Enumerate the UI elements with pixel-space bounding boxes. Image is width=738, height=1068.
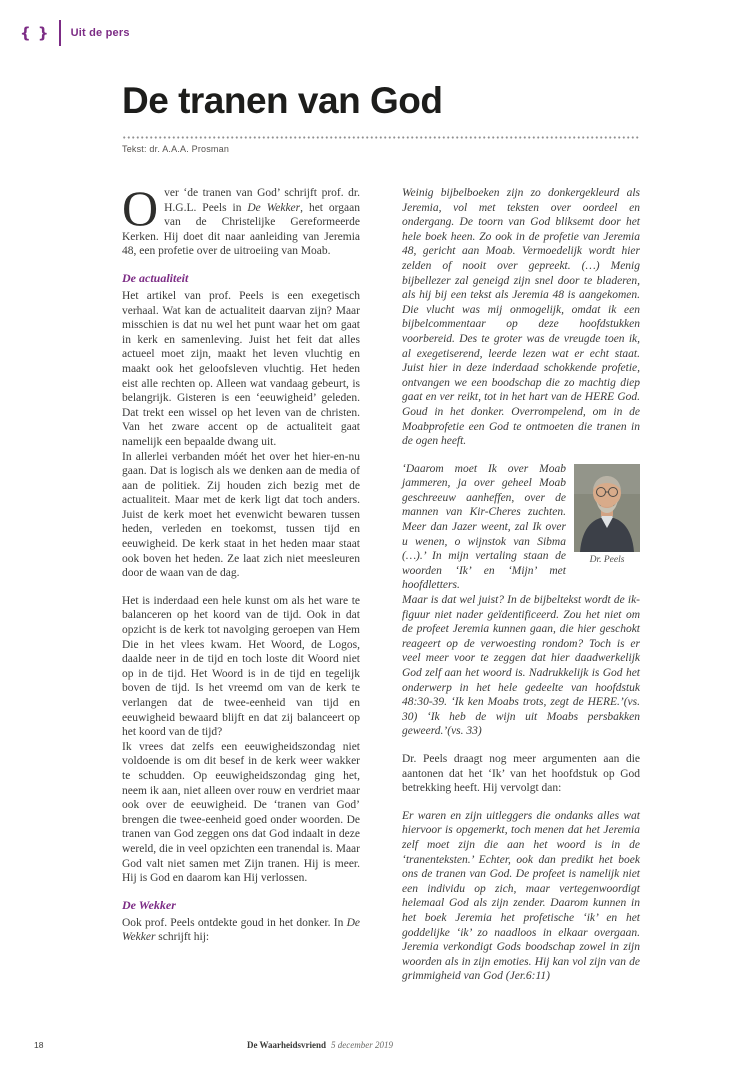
intro-seg2-journal-name: De Wekker: [247, 201, 301, 214]
column-left: [122, 180, 360, 984]
journal-name: De Waarheidsvriend: [246, 1040, 327, 1050]
quote-paragraph: ‘Daarom moet Ik over Moab jammeren, ja over geheel Moab geschreeuw aanheffen, over de mannen van Kir-Cheres zuchten. Meer dan Jazer weent, zal Ik over u wenen, o wijnstok van Sibma (…).’ In mijn vertaling staan de woorden ‘Ik’ en ‘Mijn’ met hoofdletters.: [402, 462, 566, 592]
comment-paragraph: Dr. Peels draagt nog meer argumenten aan die aantonen dat het ‘Ik’ van het hoofdstuk op God betrekking heeft. Hij vervolgt dan:: [402, 752, 640, 795]
paragraph: Het artikel van prof. Peels is een exegetisch verhaal. Wat kan de actualiteit daarvan zijn? Maar misschien is dat nu wel het punt waar het om gaat in kerk en samenleving. Juist het feit dat alles actueel moet zijn, maakt het leven vluchtig en maakt ook het geloofsleven vluchtig. Het heden eist alle rechten op. Alleen wat vandaag gebeurt, is belangrijk. Gisteren is een ‘eeuwigheid’ geleden. Dat trekt een wissel op het leven van de christen. Van het zware accent op de actualiteit gaat namelijk een bepaalde dwang uit.: [122, 289, 360, 448]
subhead-de-actualiteit: De actualiteit: [122, 270, 189, 285]
dr-peels-photo: [574, 464, 640, 552]
paragraph: Het is inderdaad een hele kunst om als het ware te balanceren op het koord van de tijd. Ook in dat opzicht is de kerk tot navolging geroepen van Hem Die in het vlees kwam. Het Woord, de Logos, daalde neer in de tijd en toch loste dit Woord niet op in de tijd. Het Woord is in de tijd en tegelijk boven de tijd. Is het vreemd om van de kerk te verlangen dat de twee-eenheid van tijd en eeuwigheid bewaard blijft en dat zij balanceert op het koord van de tijd?: [122, 594, 360, 739]
closing-seg2-journal-name: De Wekker: [122, 916, 360, 944]
page-number: 18: [34, 1040, 44, 1050]
closing-seg3: schrijft hij:: [155, 931, 210, 944]
intro-paragraph: [122, 180, 360, 259]
photo-caption: Dr. Peels: [589, 554, 625, 565]
page-title: De tranen van God: [122, 80, 443, 121]
byline: Tekst: dr. A.A.A. Prosman: [122, 144, 230, 154]
article-body: [122, 180, 640, 984]
column-right: [402, 186, 640, 984]
paragraph: In allerlei verbanden móét het over het hier-en-nu gaan. Dat is logisch als we denken aan de media of aan de politiek. Zij houden zich bezig met de actualiteit. Maar met de kerk ligt dat toch anders. Juist de kerk moet het evenwicht bewaren tussen heden, verleden en toekomst, tussen tijd en eeuwigheid. De kerk staat in het heden maar staat ook boven het heden. Ze laat zich niet meesleuren door de waan van de dag.: [122, 450, 360, 580]
quote-paragraph: Er waren en zijn uitleggers die ondanks alles wat hiervoor is opgemerkt, toch menen dat het Jeremia zelf moet zijn die aan het woord is in de ‘tranenteksten.’ Echter, ook dan predikt het boek ons de tranen van God. De profeet is namelijk niet een individu op zich, maar vertegenwoordigt helemaal God als zijn zender. Daarom kunnen in het boek Jeremia het profetische ‘ik’ en het goddelijke ‘ik’ zo naadloos in elkaar overgaan. Jeremia verkondigt Gods boodschap zowel in zijn woorden als in zijn emoties. Hij kan vol zijn van de grimmigheid van God (Jer.6:11): [402, 809, 640, 983]
subhead-de-wekker: De Wekker: [122, 897, 176, 912]
section-header: [20, 20, 130, 46]
closing-paragraph: [122, 916, 360, 945]
dotted-rule: [122, 136, 640, 139]
page-footer: [0, 1040, 738, 1054]
intro-seg1: ver ‘de tranen van God’ schrijft prof. dr. H.G.L. Peels in: [164, 187, 360, 214]
header-divider: [59, 20, 61, 46]
intro-seg3: , het orgaan van de Christelijke Gereformeerde Kerken. Hij doet dit naar aanleiding van Jeremia 48, een profetie over de uitroeiing van Moab.: [122, 201, 360, 258]
quote-with-photo: [402, 462, 640, 739]
title-block: [122, 80, 640, 154]
footer-center: [0, 1040, 640, 1050]
closing-seg1: Ook prof. Peels ontdekte goud in het donker. In: [122, 916, 347, 929]
dropcap: O: [122, 180, 159, 236]
section-label: Uit de pers: [70, 27, 130, 39]
issue-date: 5 december 2019: [331, 1040, 394, 1050]
quote-paragraph: Weinig bijbelboeken zijn zo donkergekleurd als Jeremia, vol met teksten over oordeel en ondergang. De toorn van God bliksemt door het hele boek heen. Zo ook in de profetie van Jeremia 48, gericht aan Moab. Vermoedelijk wordt hier zelden of nooit over gepreekt. (…) Menig bijbellezer zal geneigd zijn snel door te bladeren, als hij bij een tekst als Jeremia 48 is aangekomen. Die vlucht was mij onmogelijk, omdat ik een bijbelcommentaar op deze hoofdstukken voorbereid. Des te groter was de vreugde toen ik, al exegetiserend, leerde lezen wat er echt staat. Juist hier in deze inderdaad schokkende profetie, ontvangen we een boodschap die zo machtig diep gaat en ver reikt, tot in het hart van de HERE God. Goud in het donker. Overrompelend, om in de Moabprofetie een God te ontmoeten die tranen in de ogen heeft.: [402, 187, 640, 448]
photo-figure: [574, 464, 640, 566]
paragraph: Ik vrees dat zelfs een eeuwigheidszondag niet voldoende is om dit besef in de kerk weer wakker te schudden. Op eeuwigheidszondag ging het, neem ik aan, niet alleen over rouw en verdriet maar ook over de eeuwigheid. De ‘tranen van God’ brengen die twee-eenheid goed onder woorden. De tranen van God zeggen ons dat God indaalt in deze wereld, die in veel opzichten een tranendal is. Maar God valt niet samen met Zijn tranen. Hij is meer. Hij is God en daarom kan Hij verlossen.: [122, 740, 360, 885]
brace-logo-icon: { }: [20, 24, 50, 42]
quote-paragraph: Maar is dat wel juist? In de bijbeltekst wordt de ik-figuur niet nader geïdentificeerd. Zou het niet om de profeet Jeremia kunnen gaan, die hier geschokt reageert op de verwoesting rondom? Toch is er veel meer voor te zeggen dat hier daadwerkelijk God zelf aan het woord is. Nadrukkelijk is God het onderwerp in het hele gedeelte van hoofdstuk 48:30-39. ‘Ik ken Moabs trots, zegt de HERE.’(vs. 30) ‘Ik heb de wijn uit Moabs persbakken geweerd.’(vs. 33): [402, 594, 640, 738]
